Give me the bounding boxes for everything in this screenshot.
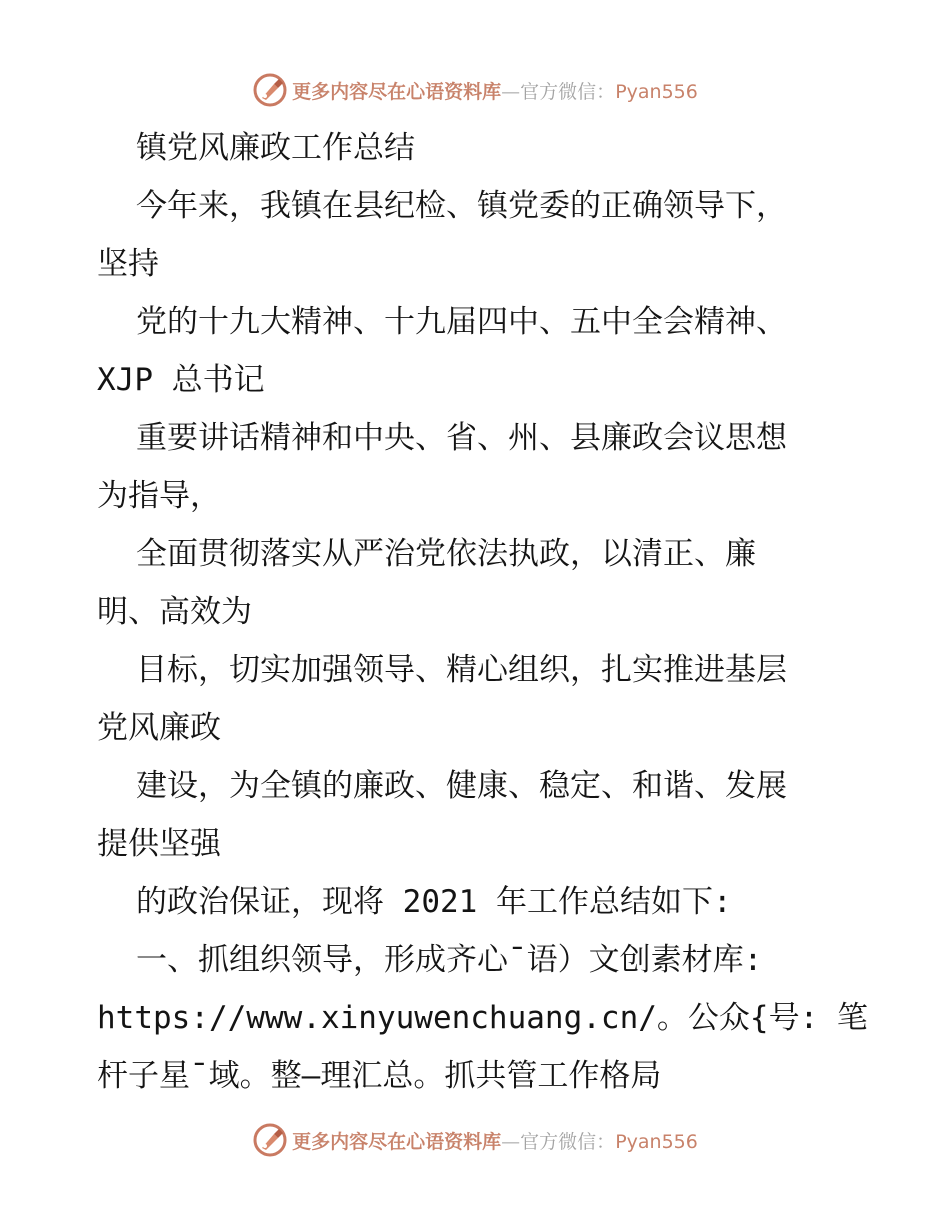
header-watermark <box>0 70 950 110</box>
paragraph-line: 党的十九大精神、十九届四中、五中全会精神、 <box>136 304 787 340</box>
paragraph-line-url: https://www.xinyuwenchuang.cn/。公众{号: 笔 <box>97 1000 868 1036</box>
watermark-dash: — <box>501 1130 521 1153</box>
watermark-label: 官方微信： <box>520 80 616 103</box>
paragraph-line: 建设，为全镇的廉政、健康、稳定、和谐、发展 <box>136 768 787 804</box>
paragraph-line: 的政治保证，现将 2021 年工作总结如下: <box>136 884 732 920</box>
paragraph-line: 杆子星¯域。整—理汇总。抓共管工作格局 <box>97 1058 662 1094</box>
paragraph-line: 为指导， <box>97 478 221 514</box>
paragraph-line: 提供坚强 <box>97 826 221 862</box>
paragraph-line: 党风廉政 <box>97 710 221 746</box>
watermark-dash: — <box>501 80 521 103</box>
watermark-label: 官方微信： <box>520 1130 616 1153</box>
paragraph-line: 重要讲话精神和中央、省、州、县廉政会议思想 <box>136 420 787 456</box>
watermark-brand: 更多内容尽在心语资料库 <box>292 1130 502 1153</box>
watermark-wechat-id: Pyan556 <box>615 1130 698 1153</box>
watermark-brand: 更多内容尽在心语资料库 <box>292 80 502 103</box>
watermark-wechat-id: Pyan556 <box>615 80 698 103</box>
watermark-text <box>292 1127 698 1154</box>
paragraph-line: 明、高效为 <box>97 594 252 630</box>
paragraph-line: XJP 总书记 <box>97 362 265 398</box>
paragraph-line: 今年来，我镇在县纪检、镇党委的正确领导下， <box>136 188 787 224</box>
watermark-text <box>292 77 698 104</box>
paragraph-line: 目标，切实加强领导、精心组织，扎实推进基层 <box>136 652 787 688</box>
paragraph-line: 全面贯彻落实从严治党依法执政，以清正、廉 <box>136 536 756 572</box>
pen-nib-logo-icon <box>252 1122 288 1158</box>
pen-nib-logo-icon <box>252 72 288 108</box>
document-title: 镇党风廉政工作总结 <box>136 130 415 166</box>
footer-watermark <box>0 1120 950 1160</box>
paragraph-line: 坚持 <box>97 246 159 282</box>
paragraph-line: 一、抓组织领导，形成齐心¯语）文创素材库: <box>136 942 763 978</box>
